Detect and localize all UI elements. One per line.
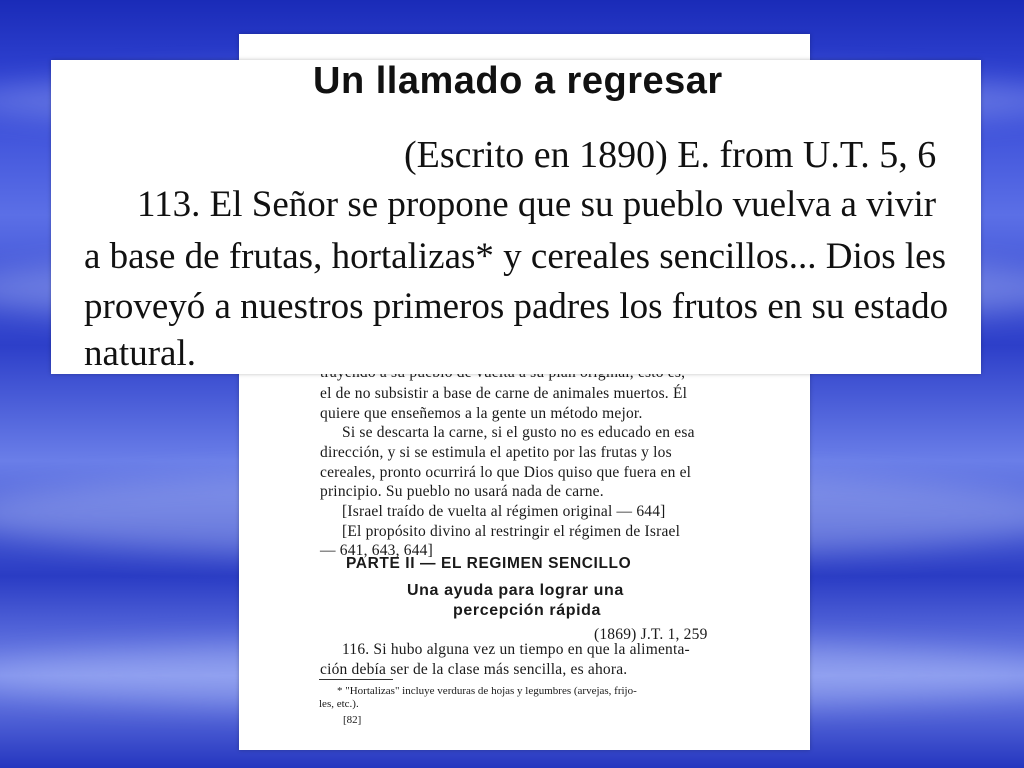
text-line: — 641, 643, 644] xyxy=(320,542,433,559)
text-line: [El propósito divino al restringir el régimen de Israel xyxy=(342,523,681,540)
text-line: dirección, y si se estimula el apetito por las frutas y los xyxy=(320,444,672,461)
text-line: 116. Si hubo alguna vez un tiempo en que la alimenta- xyxy=(342,641,690,658)
text-line: [Israel traído de vuelta al régimen original — 644] xyxy=(342,503,666,520)
part-heading: PARTE II — EL REGIMEN SENCILLO xyxy=(346,555,632,572)
text-line: quiere que enseñemos a la gente un método mejor. xyxy=(320,405,643,422)
text-line: principio. Su pueblo no usará nada de carne. xyxy=(320,483,604,500)
text-line: 113. El Señor se propone que su pueblo vuelva a vivir xyxy=(137,184,937,225)
upper-excerpt xyxy=(51,60,981,374)
text-line: Si se descarta la carne, si el gusto no es educado en esa xyxy=(342,424,695,441)
source-citation: (1869) J.T. 1, 259 xyxy=(594,626,708,643)
text-line: cereales, pronto ocurrirá lo que Dios quiso que fuera en el xyxy=(320,464,692,481)
footnote: * "Hortalizas" incluye verduras de hojas y legumbres (arvejas, frijo- xyxy=(337,685,637,697)
footnote: les, etc.). xyxy=(319,698,359,710)
footnote-rule xyxy=(319,679,393,680)
text-line: proveyó a nuestros primeros padres los frutos en su estado xyxy=(84,286,949,327)
text-line: natural. xyxy=(84,333,196,374)
source-citation: (Escrito en 1890) E. from U.T. 5, 6 xyxy=(404,134,937,176)
page-number: [82] xyxy=(343,714,362,726)
section-title: Una ayuda para lograr una xyxy=(407,582,624,599)
text-line: el de no subsistir a base de carne de animales muertos. Él xyxy=(320,385,688,402)
section-title: percepción rápida xyxy=(453,602,602,619)
text-line: a base de frutas, hortalizas* y cereales sencillos... Dios les xyxy=(84,236,947,277)
text-line: ción debía ser de la clase más sencilla, es ahora. xyxy=(320,661,628,678)
excerpt-title: Un llamado a regresar xyxy=(313,60,723,102)
